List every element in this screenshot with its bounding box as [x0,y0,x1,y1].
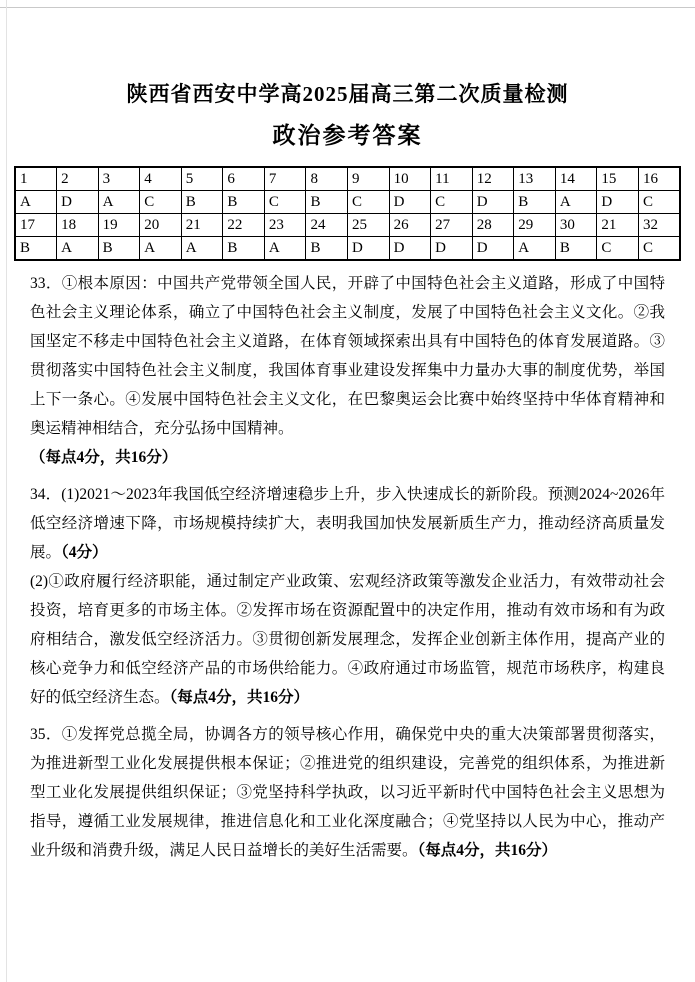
answer-cell: B [181,191,223,214]
answer-cell: 32 [638,214,680,237]
answer-cell: 8 [306,167,348,191]
answer-cell: 24 [306,214,348,237]
answer-cell: 29 [514,214,556,237]
answer-33 [30,269,665,472]
answer-34-part1 [30,480,665,567]
answer-cell: 14 [555,167,597,191]
answer-cell: B [98,237,140,261]
answer-table-body [15,167,680,260]
answer-cell: 11 [431,167,473,191]
answer-table [14,166,681,261]
answer-cell: 10 [389,167,431,191]
answer-cell: 1 [15,167,57,191]
answer-cell: 16 [638,167,680,191]
answer-cell: A [555,191,597,214]
answer-table-row [15,237,680,261]
answer-35-score: （每点4分，共16分） [417,842,558,859]
answer-cell: 17 [15,214,57,237]
answer-cell: B [514,191,556,214]
document-subtitle: 政治参考答案 [272,123,423,148]
answer-35 [30,720,665,865]
answer-cell: 7 [264,167,306,191]
answer-cell: 12 [472,167,514,191]
answer-cell: B [306,191,348,214]
answer-cell: A [514,237,556,261]
answer-cell: A [57,237,99,261]
answer-cell: 25 [348,214,390,237]
answer-cell: D [431,237,473,261]
answer-cell: A [98,191,140,214]
answer-cell: D [597,191,639,214]
answer-cell: C [264,191,306,214]
answer-cell: 23 [264,214,306,237]
answer-cell: D [389,191,431,214]
answer-cell: 21 [597,214,639,237]
answer-cell: C [638,191,680,214]
answer-cell: 30 [555,214,597,237]
answer-cell: B [306,237,348,261]
answer-cell: 5 [181,167,223,191]
answer-cell: 21 [181,214,223,237]
answer-cell: D [348,237,390,261]
answer-35-text: 35．①发挥党总揽全局，协调各方的领导核心作用，确保党中央的重大决策部署贯彻落实，为推进新型工业化发展提供根本保证；②推进党的组织建设，完善党的组织体系，为推进新型工业化发展提供组织保证；③党坚持科学执政，以习近平新时代中国特色社会主义思想为指导，遵循工业发展规律，推进信息化和工业化深度融合；④党坚持以人民为中心，推动产业升级和消费升级，满足人民日益增长的美好生活需要。 [30,726,665,859]
answer-cell: 19 [98,214,140,237]
answer-cell: 6 [223,167,265,191]
answer-cell: A [181,237,223,261]
answer-cell: 9 [348,167,390,191]
answer-cell: A [15,191,57,214]
answer-cell: C [431,191,473,214]
answer-cell: A [140,237,182,261]
answer-cell: 20 [140,214,182,237]
answer-cell: A [264,237,306,261]
answer-table-row [15,214,680,237]
answer-cell: 3 [98,167,140,191]
answer-cell: D [57,191,99,214]
answer-table-row [15,191,680,214]
answer-cell: D [389,237,431,261]
answer-34-part2 [30,567,665,712]
page-edge-left-line [6,0,7,982]
answer-34-part1-text: 34．(1)2021～2023年我国低空经济增速稳步上升，步入快速成长的新阶段。预测2024~2026年低空经济增速下降，市场规模持续扩大，表明我国加快发展新质生产力，推动经济高质量发展。 [30,486,665,561]
page-edge-top-line [0,7,695,8]
answer-cell: C [638,237,680,261]
answer-cell: D [472,191,514,214]
answer-cell: 26 [389,214,431,237]
answer-cell: 28 [472,214,514,237]
answer-cell: 4 [140,167,182,191]
answer-34-part2-score: （每点4分，共16分） [169,689,310,706]
answer-cell: C [140,191,182,214]
answer-cell: B [223,237,265,261]
answers-section [30,269,665,865]
answer-33-text: 33．①根本原因：中国共产党带领全国人民，开辟了中国特色社会主义道路，形成了中国特色社会主义理论体系，确立了中国特色社会主义制度，发展了中国特色社会主义文化。②我国坚定不移走中国特色社会主义道路，在体育领域探索出具有中国特色的体育发展道路。③贯彻落实中国特色社会主义制度，我国体育事业建设发挥集中力量办大事的制度优势，举国上下一条心。④发展中国特色社会主义文化，在巴黎奥运会比赛中始终坚持中华体育精神和奥运精神相结合，充分弘扬中国精神。 [30,275,665,437]
answer-table-row [15,167,680,191]
document-title: 陕西省西安中学高2025届高三第二次质量检测 [126,82,569,106]
answer-cell: 22 [223,214,265,237]
answer-cell: B [223,191,265,214]
answer-34-part1-score: （4分） [61,544,108,561]
answer-cell: B [555,237,597,261]
answer-cell: C [348,191,390,214]
answer-cell: D [472,237,514,261]
answer-cell: 27 [431,214,473,237]
answer-cell: 15 [597,167,639,191]
answer-cell: 18 [57,214,99,237]
answer-cell: 2 [57,167,99,191]
answer-cell: 13 [514,167,556,191]
answer-cell: C [597,237,639,261]
answer-cell: B [15,237,57,261]
answer-33-score: （每点4分，共16分） [30,449,178,466]
answer-34-part2-text: (2)①政府履行经济职能，通过制定产业政策、宏观经济政策等激发企业活力，有效带动社会投资，培育更多的市场主体。②发挥市场在资源配置中的决定作用，推动有效市场和有为政府相结合，激发低空经济活力。③贯彻创新发展理念，发挥企业创新主体作用，提高产业的核心竞争力和低空经济产品的市场供给能力。④政府通过市场监管，规范市场秩序，构建良好的低空经济生态。 [30,573,665,706]
